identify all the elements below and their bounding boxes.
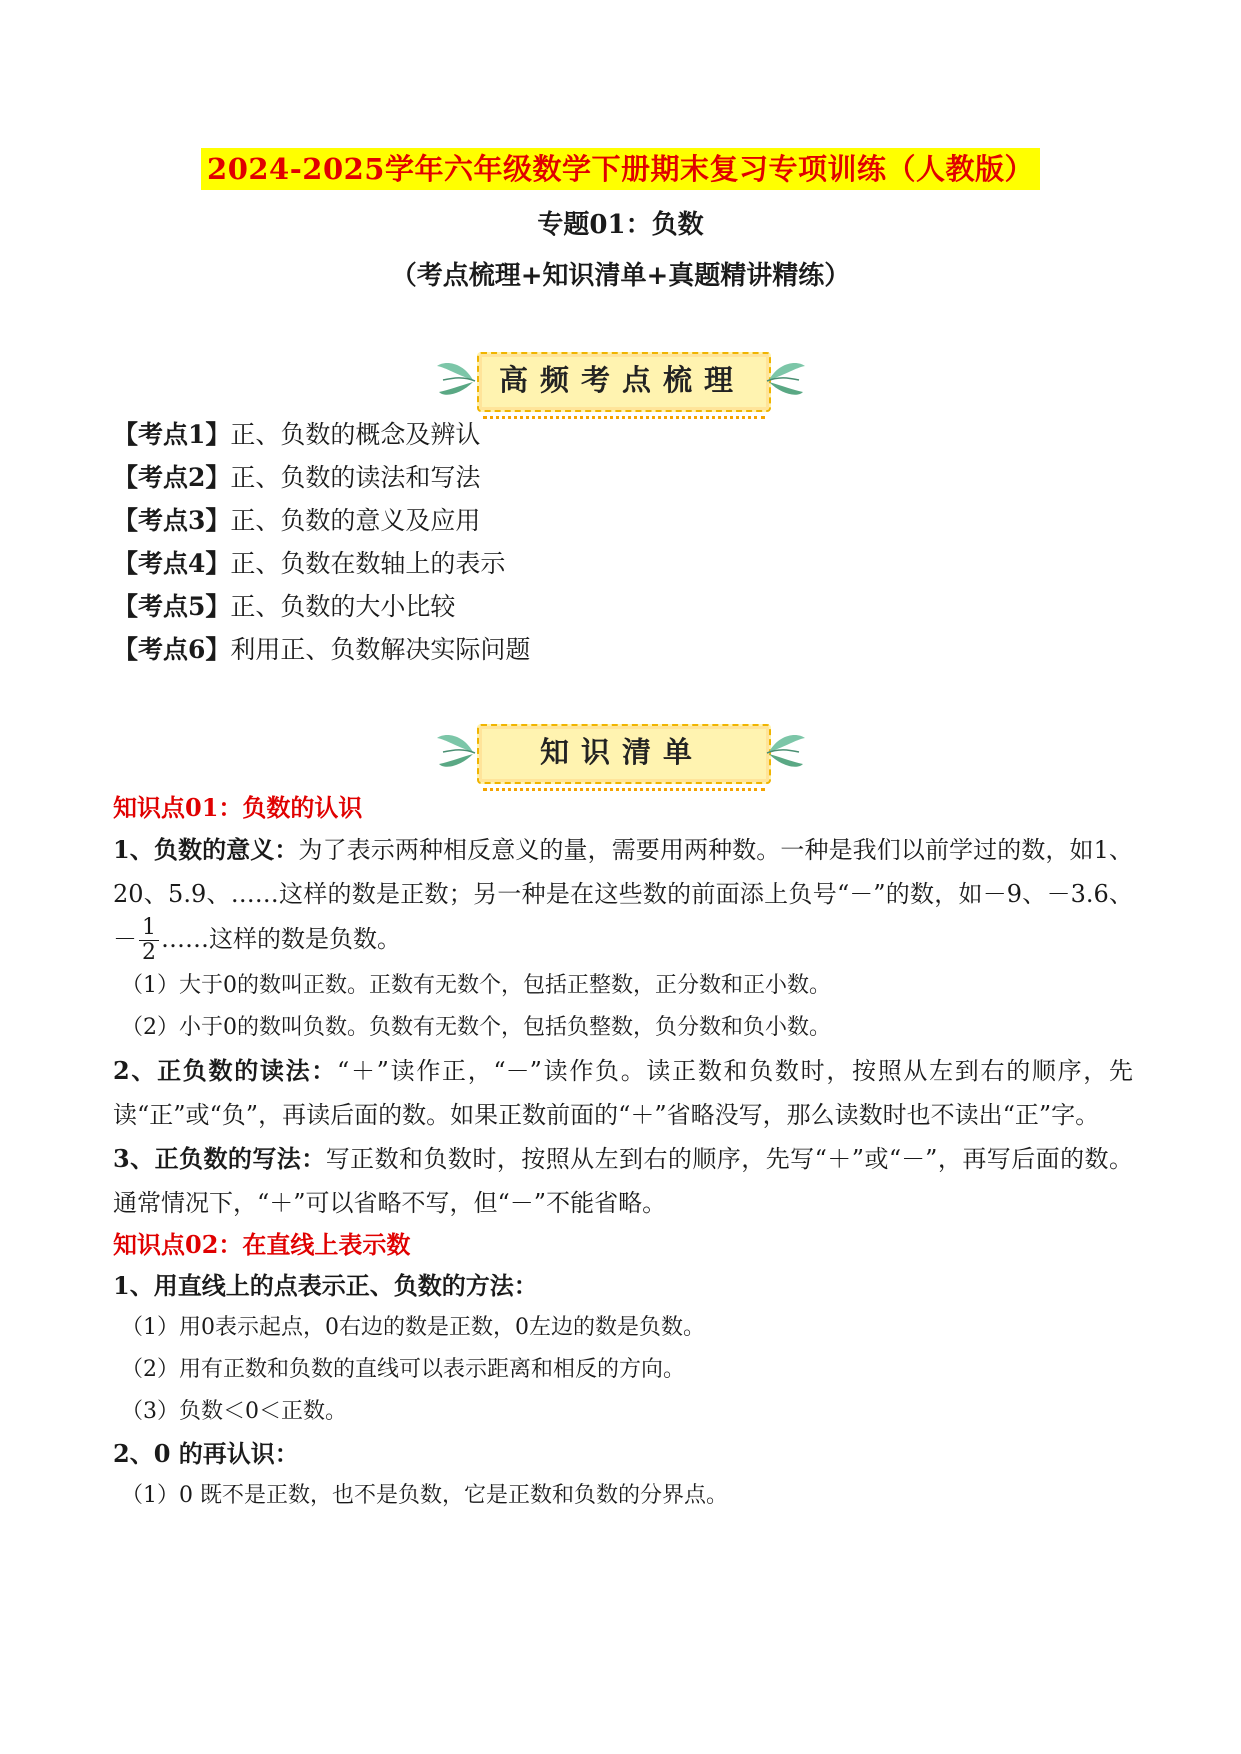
section-banner-kaodian xyxy=(433,344,809,422)
list-item: （2）小于0的数叫负数。负数有无数个，包括负整数，负分数和负小数。 xyxy=(121,1015,831,1040)
subsection-title: 2、0 的再认识： xyxy=(113,1439,299,1468)
kaodian-item: 【考点1】正、负数的概念及辨认 xyxy=(113,420,481,449)
kaodian-item: 【考点6】利用正、负数解决实际问题 xyxy=(113,635,531,664)
kaodian-list xyxy=(113,413,530,671)
banner-title: 知识清单 xyxy=(539,735,704,769)
title-block xyxy=(0,148,1241,190)
knowledge-section-01 xyxy=(113,788,1133,1517)
paragraph-label: 1、负数的意义： xyxy=(113,835,299,864)
fraction: $\frac{1}{2}$ xyxy=(139,916,159,965)
paragraph-reading: 2、正负数的读法：“＋”读作正，“－”读作负。读正数和负数时，按照从左到右的顺序，先读“正”或“负”，再读后面的数。如果正数前面的“＋”省略没写，那么读数时也不读出“正”字。 xyxy=(113,1056,1133,1129)
kaodian-item: 【考点3】正、负数的意义及应用 xyxy=(113,506,481,535)
list-item: （1）0 既不是正数，也不是负数，它是正数和负数的分界点。 xyxy=(121,1483,728,1508)
banner-title: 高频考点梳理 xyxy=(498,363,745,397)
paragraph-writing: 3、正负数的写法：写正数和负数时，按照从左到右的顺序，先写“＋”或“－”，再写后面的数。通常情况下，“＋”可以省略不写，但“－”不能省略。 xyxy=(113,1144,1133,1217)
list-item: （1）大于0的数叫正数。正数有无数个，包括正整数，正分数和正小数。 xyxy=(121,973,831,998)
kaodian-item: 【考点5】正、负数的大小比较 xyxy=(113,592,456,621)
section-heading: 知识点01：负数的认识 xyxy=(113,793,363,822)
list-item: （1）用0表示起点，0右边的数是正数，0左边的数是负数。 xyxy=(121,1315,705,1340)
topic-subtitle: 专题01：负数 xyxy=(537,210,704,240)
leaf-decoration-icon xyxy=(433,724,481,780)
document-title: 2024-2025学年六年级数学下册期末复习专项训练（人教版） xyxy=(201,148,1040,190)
paragraph-label: 3、正负数的写法： xyxy=(113,1144,326,1173)
list-item: （2）用有正数和负数的直线可以表示距离和相反的方向。 xyxy=(121,1357,685,1382)
list-item: （3）负数＜0＜正数。 xyxy=(121,1399,347,1424)
leaf-decoration-icon xyxy=(761,352,809,408)
leaf-decoration-icon xyxy=(433,352,481,408)
section-heading: 知识点02：在直线上表示数 xyxy=(113,1230,411,1259)
kaodian-item: 【考点4】正、负数在数轴上的表示 xyxy=(113,549,506,578)
section-banner-zhishi xyxy=(433,716,809,794)
topic-description: （考点梳理+知识清单+真题精讲精练） xyxy=(390,261,851,291)
paragraph-meaning: 1、负数的意义：为了表示两种相反意义的量，需要用两种数。一种是我们以前学过的数，如1、20、5.9、……这样的数是正数；另一种是在这些数的前面添上负号“－”的数，如－9、－3.6、－ $\frac{1}{2}$ ……这样的数是负数。 xyxy=(113,835,1133,965)
leaf-decoration-icon xyxy=(761,724,809,780)
paragraph-label: 2、正负数的读法： xyxy=(113,1056,337,1085)
kaodian-item: 【考点2】正、负数的读法和写法 xyxy=(113,463,481,492)
subsection-title: 1、用直线上的点表示正、负数的方法： xyxy=(113,1271,538,1300)
